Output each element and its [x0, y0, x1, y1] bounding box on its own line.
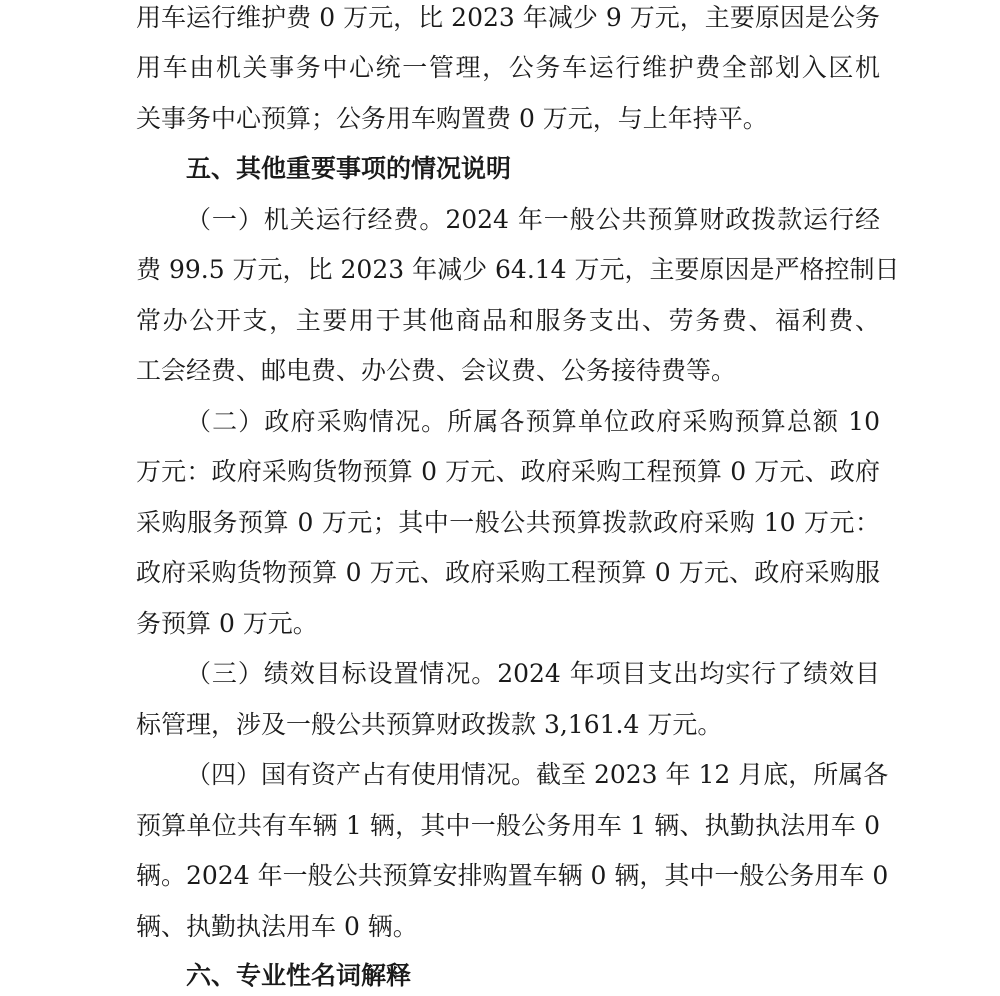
paragraph-first-line: （二）政府采购情况。所属各预算单位政府采购预算总额 10 [186, 407, 880, 436]
body-text-line: 辆。2024 年一般公共预算安排购置车辆 0 辆，其中一般公务用车 0 [136, 861, 889, 890]
section-heading: 五、其他重要事项的情况说明 [186, 154, 512, 183]
body-text-line: 辆、执勤执法用车 0 辆。 [136, 912, 418, 941]
paragraph-first-line: （三）绩效目标设置情况。2024 年项目支出均实行了绩效目 [186, 659, 880, 688]
body-text-line: 预算单位共有车辆 1 辆，其中一般公务用车 1 辆、执勤执法用车 0 [136, 811, 880, 840]
body-text-line: 万元：政府采购货物预算 0 万元、政府采购工程预算 0 万元、政府 [136, 457, 880, 486]
paragraph-first-line: （四）国有资产占有使用情况。截至 2023 年 12 月底，所属各 [186, 760, 889, 789]
body-text-line: 政府采购货物预算 0 万元、政府采购工程预算 0 万元、政府采购服 [136, 558, 880, 587]
paragraph-first-line: （一）机关运行经费。2024 年一般公共预算财政拨款运行经 [186, 205, 880, 234]
body-text-line: 采购服务预算 0 万元；其中一般公共预算拨款政府采购 10 万元： [136, 508, 880, 537]
section-heading: 六、专业性名词解释 [186, 961, 412, 990]
body-text-line: 用车运行维护费 0 万元，比 2023 年减少 9 万元，主要原因是公务 [136, 3, 880, 32]
body-text-line: 标管理，涉及一般公共预算财政拨款 3,161.4 万元。 [136, 710, 723, 739]
body-text-line: 关事务中心预算；公务用车购置费 0 万元，与上年持平。 [136, 104, 768, 133]
body-text-line: 常办公开支，主要用于其他商品和服务支出、劳务费、福利费、 [136, 306, 880, 335]
body-text-line: 费 99.5 万元，比 2023 年减少 64.14 万元，主要原因是严格控制日 [136, 255, 900, 284]
body-text-line: 用车由机关事务中心统一管理，公务车运行维护费全部划入区机 [136, 53, 880, 82]
body-text-line: 工会经费、邮电费、办公费、会议费、公务接待费等。 [136, 356, 737, 385]
body-text-line: 务预算 0 万元。 [136, 609, 318, 638]
